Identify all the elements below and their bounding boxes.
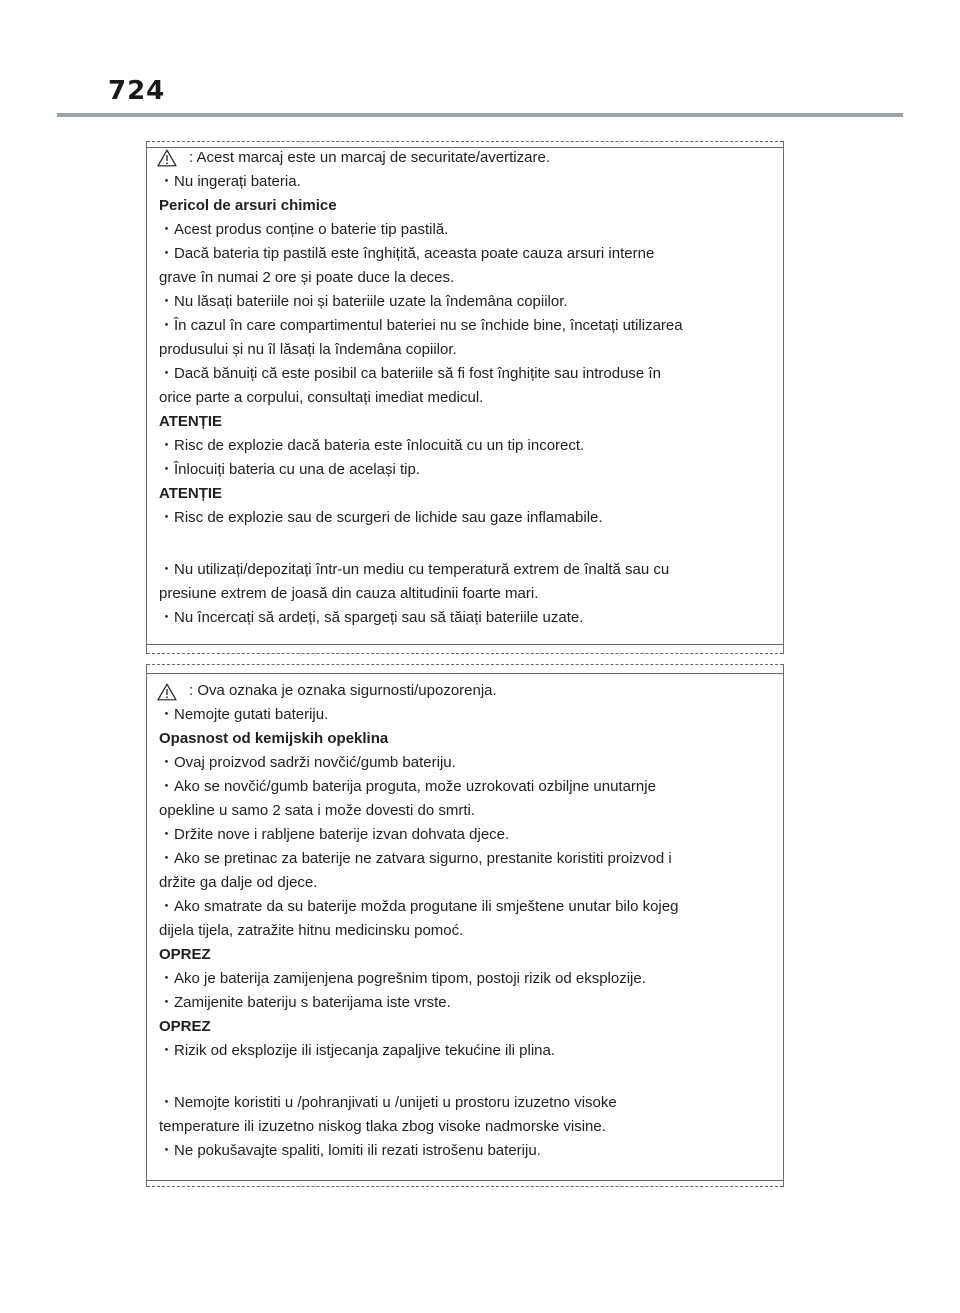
notice-line: dijela tijela, zatražite hitnu medicinsku pomoć. — [159, 922, 464, 939]
warning-triangle-icon — [157, 149, 177, 167]
border-line-top — [147, 673, 783, 674]
notice-line: ・Ako se novčić/gumb baterija proguta, može uzrokovati ozbiljne unutarnje — [159, 778, 656, 795]
notice-line: ・Risc de explozie sau de scurgeri de lichide sau gaze inflamabile. — [159, 509, 603, 526]
notice-line: ・Ne pokušavajte spaliti, lomiti ili rezati istrošenu bateriju. — [159, 1142, 541, 1159]
notice-line: produsului și nu îl lăsați la îndemâna copiilor. — [159, 341, 457, 358]
section-heading: OPREZ — [159, 1018, 211, 1035]
warning-marker-text: : Ova oznaka je oznaka sigurnosti/upozorenja. — [189, 682, 497, 699]
notice-line: ・Dacă bateria tip pastilă este înghițită, aceasta poate cauza arsuri interne — [159, 245, 655, 262]
notice-line: ・Ovaj proizvod sadrži novčić/gumb bateriju. — [159, 754, 456, 771]
section-heading: Pericol de arsuri chimice — [159, 197, 337, 214]
notice-line: ・Nu încercați să ardeți, să spargeți sau să tăiați bateriile uzate. — [159, 609, 584, 626]
dashed-border-top — [147, 664, 783, 665]
warning-marker-text: : Acest marcaj este un marcaj de securitate/avertizare. — [189, 149, 550, 166]
warning-triangle-icon — [157, 683, 177, 701]
section-heading: ATENȚIE — [159, 413, 223, 430]
safety-notice-croatian — [146, 664, 784, 1187]
notice-line: ・Nemojte koristiti u /pohranjivati u /unijeti u prostoru izuzetno visoke — [159, 1094, 617, 1111]
section-heading: ATENȚIE — [159, 485, 223, 502]
notice-line: orice parte a corpului, consultați imediat medicul. — [159, 389, 484, 406]
notice-line: grave în numai 2 ore și poate duce la deces. — [159, 269, 455, 286]
border-line-bottom — [147, 1180, 783, 1181]
notice-line: ・În cazul în care compartimentul bateriei nu se închide bine, încetați utilizarea — [159, 317, 683, 334]
notice-line: ・Ako se pretinac za baterije ne zatvara sigurno, prestanite koristiti proizvod i — [159, 850, 672, 867]
notice-line: ・Înlocuiți bateria cu una de același tip. — [159, 461, 420, 478]
dashed-border-bottom — [147, 653, 783, 654]
dashed-border-bottom — [147, 1186, 783, 1187]
notice-line: ・Rizik od eksplozije ili istjecanja zapaljive tekućine ili plina. — [159, 1042, 556, 1059]
notice-line: ・Nu lăsați bateriile noi și bateriile uzate la îndemâna copiilor. — [159, 293, 568, 310]
notice-line: ・Ako smatrate da su baterije možda progutane ili smještene unutar bilo kojeg — [159, 898, 679, 915]
notice-line: ・Nu utilizați/depozitați într-un mediu cu temperatură extrem de înaltă sau cu — [159, 561, 670, 578]
section-heading: OPREZ — [159, 946, 211, 963]
header-rule — [57, 113, 903, 117]
dashed-border-top — [147, 141, 783, 142]
notice-line: ・Zamijenite bateriju s baterijama iste vrste. — [159, 994, 451, 1011]
section-heading: Opasnost od kemijskih opeklina — [159, 730, 389, 747]
safety-notice-romanian — [146, 141, 784, 654]
page-number: 724 — [108, 76, 166, 106]
border-line-bottom — [147, 644, 783, 645]
notice-line: držite ga dalje od djece. — [159, 874, 318, 891]
notice-line: ・Acest produs conține o baterie tip pastilă. — [159, 221, 449, 238]
notice-line: ・Nemojte gutati bateriju. — [159, 706, 329, 723]
notice-line: ・Dacă bănuiți că este posibil ca bateriile să fi fost înghițite sau introduse în — [159, 365, 661, 382]
notice-line: ・Nu ingerați bateria. — [159, 173, 301, 190]
notice-line: ・Ako je baterija zamijenjena pogrešnim tipom, postoji rizik od eksplozije. — [159, 970, 646, 987]
notice-line: ・Držite nove i rabljene baterije izvan dohvata djece. — [159, 826, 510, 843]
notice-line: opekline u samo 2 sata i može dovesti do smrti. — [159, 802, 475, 819]
notice-line: presiune extrem de joasă din cauza altitudinii foarte mari. — [159, 585, 539, 602]
notice-line: ・Risc de explozie dacă bateria este înlocuită cu un tip incorect. — [159, 437, 585, 454]
notice-line: temperature ili izuzetno niskog tlaka zbog visoke nadmorske visine. — [159, 1118, 606, 1135]
